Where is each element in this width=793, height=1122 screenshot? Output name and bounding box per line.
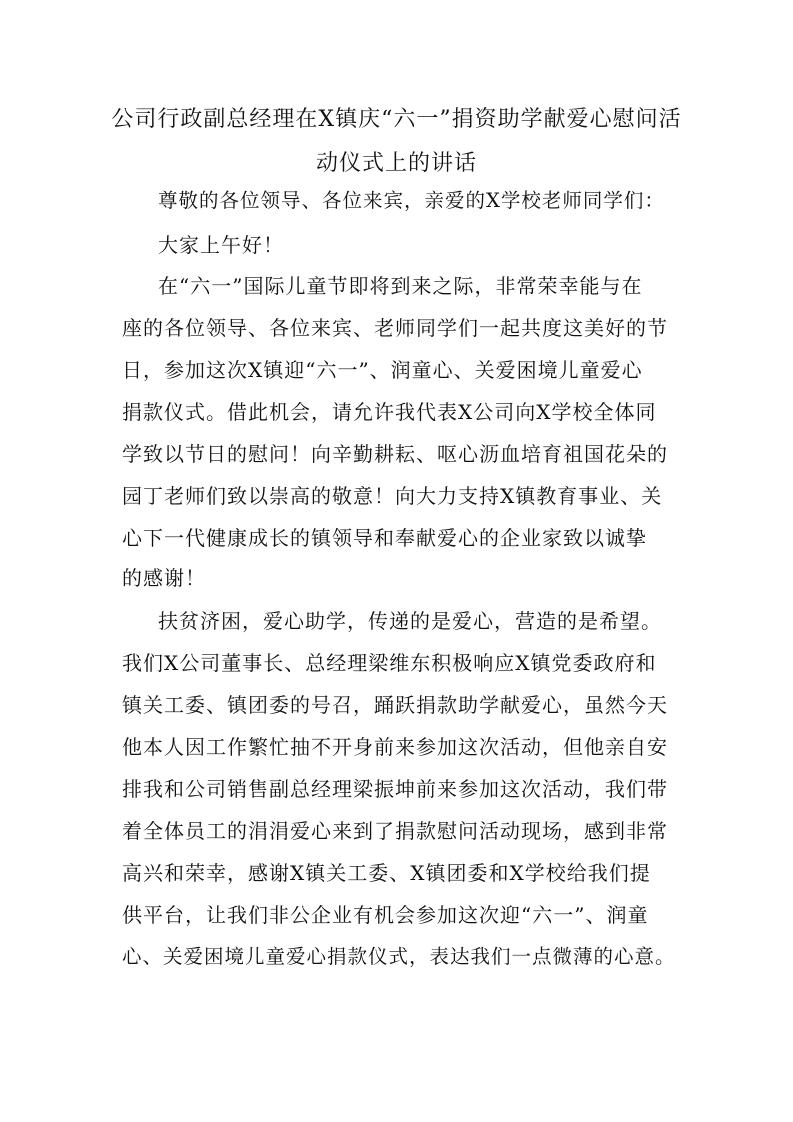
paragraph-1-line: 学致以节日的慰问！向辛勤耕耘、呕心沥血培育祖国花朵的 — [122, 442, 668, 466]
greeting: 大家上午好！ — [158, 233, 284, 257]
paragraph-1-line: 在“六一”国际儿童节即将到来之际，非常荣幸能与在 — [158, 274, 643, 298]
paragraph-2-line: 着全体员工的涓涓爱心来到了捐款慰问活动现场，感到非常 — [122, 819, 668, 843]
paragraph-2-line: 供平台，让我们非公企业有机会参加这次迎“六一”、润童 — [122, 903, 649, 927]
paragraph-2-line: 镇关工委、镇团委的号召，踊跃捐款助学献爱心，虽然今天 — [122, 693, 668, 717]
paragraph-1-line: 座的各位领导、各位来宾、老师同学们一起共度这美好的节 — [122, 316, 668, 340]
paragraph-2-line: 心、关爱困境儿童爱心捐款仪式，表达我们一点微薄的心意。 — [122, 945, 676, 968]
paragraph-2-line: 我们X公司董事长、总经理梁维东积极响应X镇党委政府和 — [122, 651, 657, 675]
title-line-1: 公司行政副总经理在X镇庆“六一”捐资助学献爱心慰问活 — [111, 107, 682, 132]
paragraph-1-line: 的感谢！ — [122, 566, 206, 590]
paragraph-2-line: 高兴和荣幸，感谢X镇关工委、X镇团委和X学校给我们提 — [122, 861, 651, 885]
paragraph-2-line: 他本人因工作繁忙抽不开身前来参加这次活动，但他亲自安 — [122, 735, 668, 759]
paragraph-1-line: 心下一代健康成长的镇领导和奉献爱心的企业家致以诚挚 — [122, 526, 647, 550]
paragraph-2-line: 排我和公司销售副总经理梁振坤前来参加这次活动，我们带 — [122, 777, 668, 801]
title-line-2: 动仪式上的讲话 — [315, 151, 477, 176]
paragraph-1-line: 日，参加这次X镇迎“六一”、润童心、关爱困境儿童爱心 — [122, 358, 643, 382]
paragraph-2-line: 扶贫济困，爱心助学，传递的是爱心，营造的是希望。 — [158, 609, 662, 633]
paragraph-1-line: 园丁老师们致以崇高的敬意！向大力支持X镇教育事业、关 — [122, 484, 663, 508]
salutation: 尊敬的各位领导、各位来宾，亲爱的X学校老师同学们： — [158, 189, 665, 212]
paragraph-1-line: 捐款仪式。借此机会，请允许我代表X公司向X学校全体同 — [122, 400, 657, 424]
